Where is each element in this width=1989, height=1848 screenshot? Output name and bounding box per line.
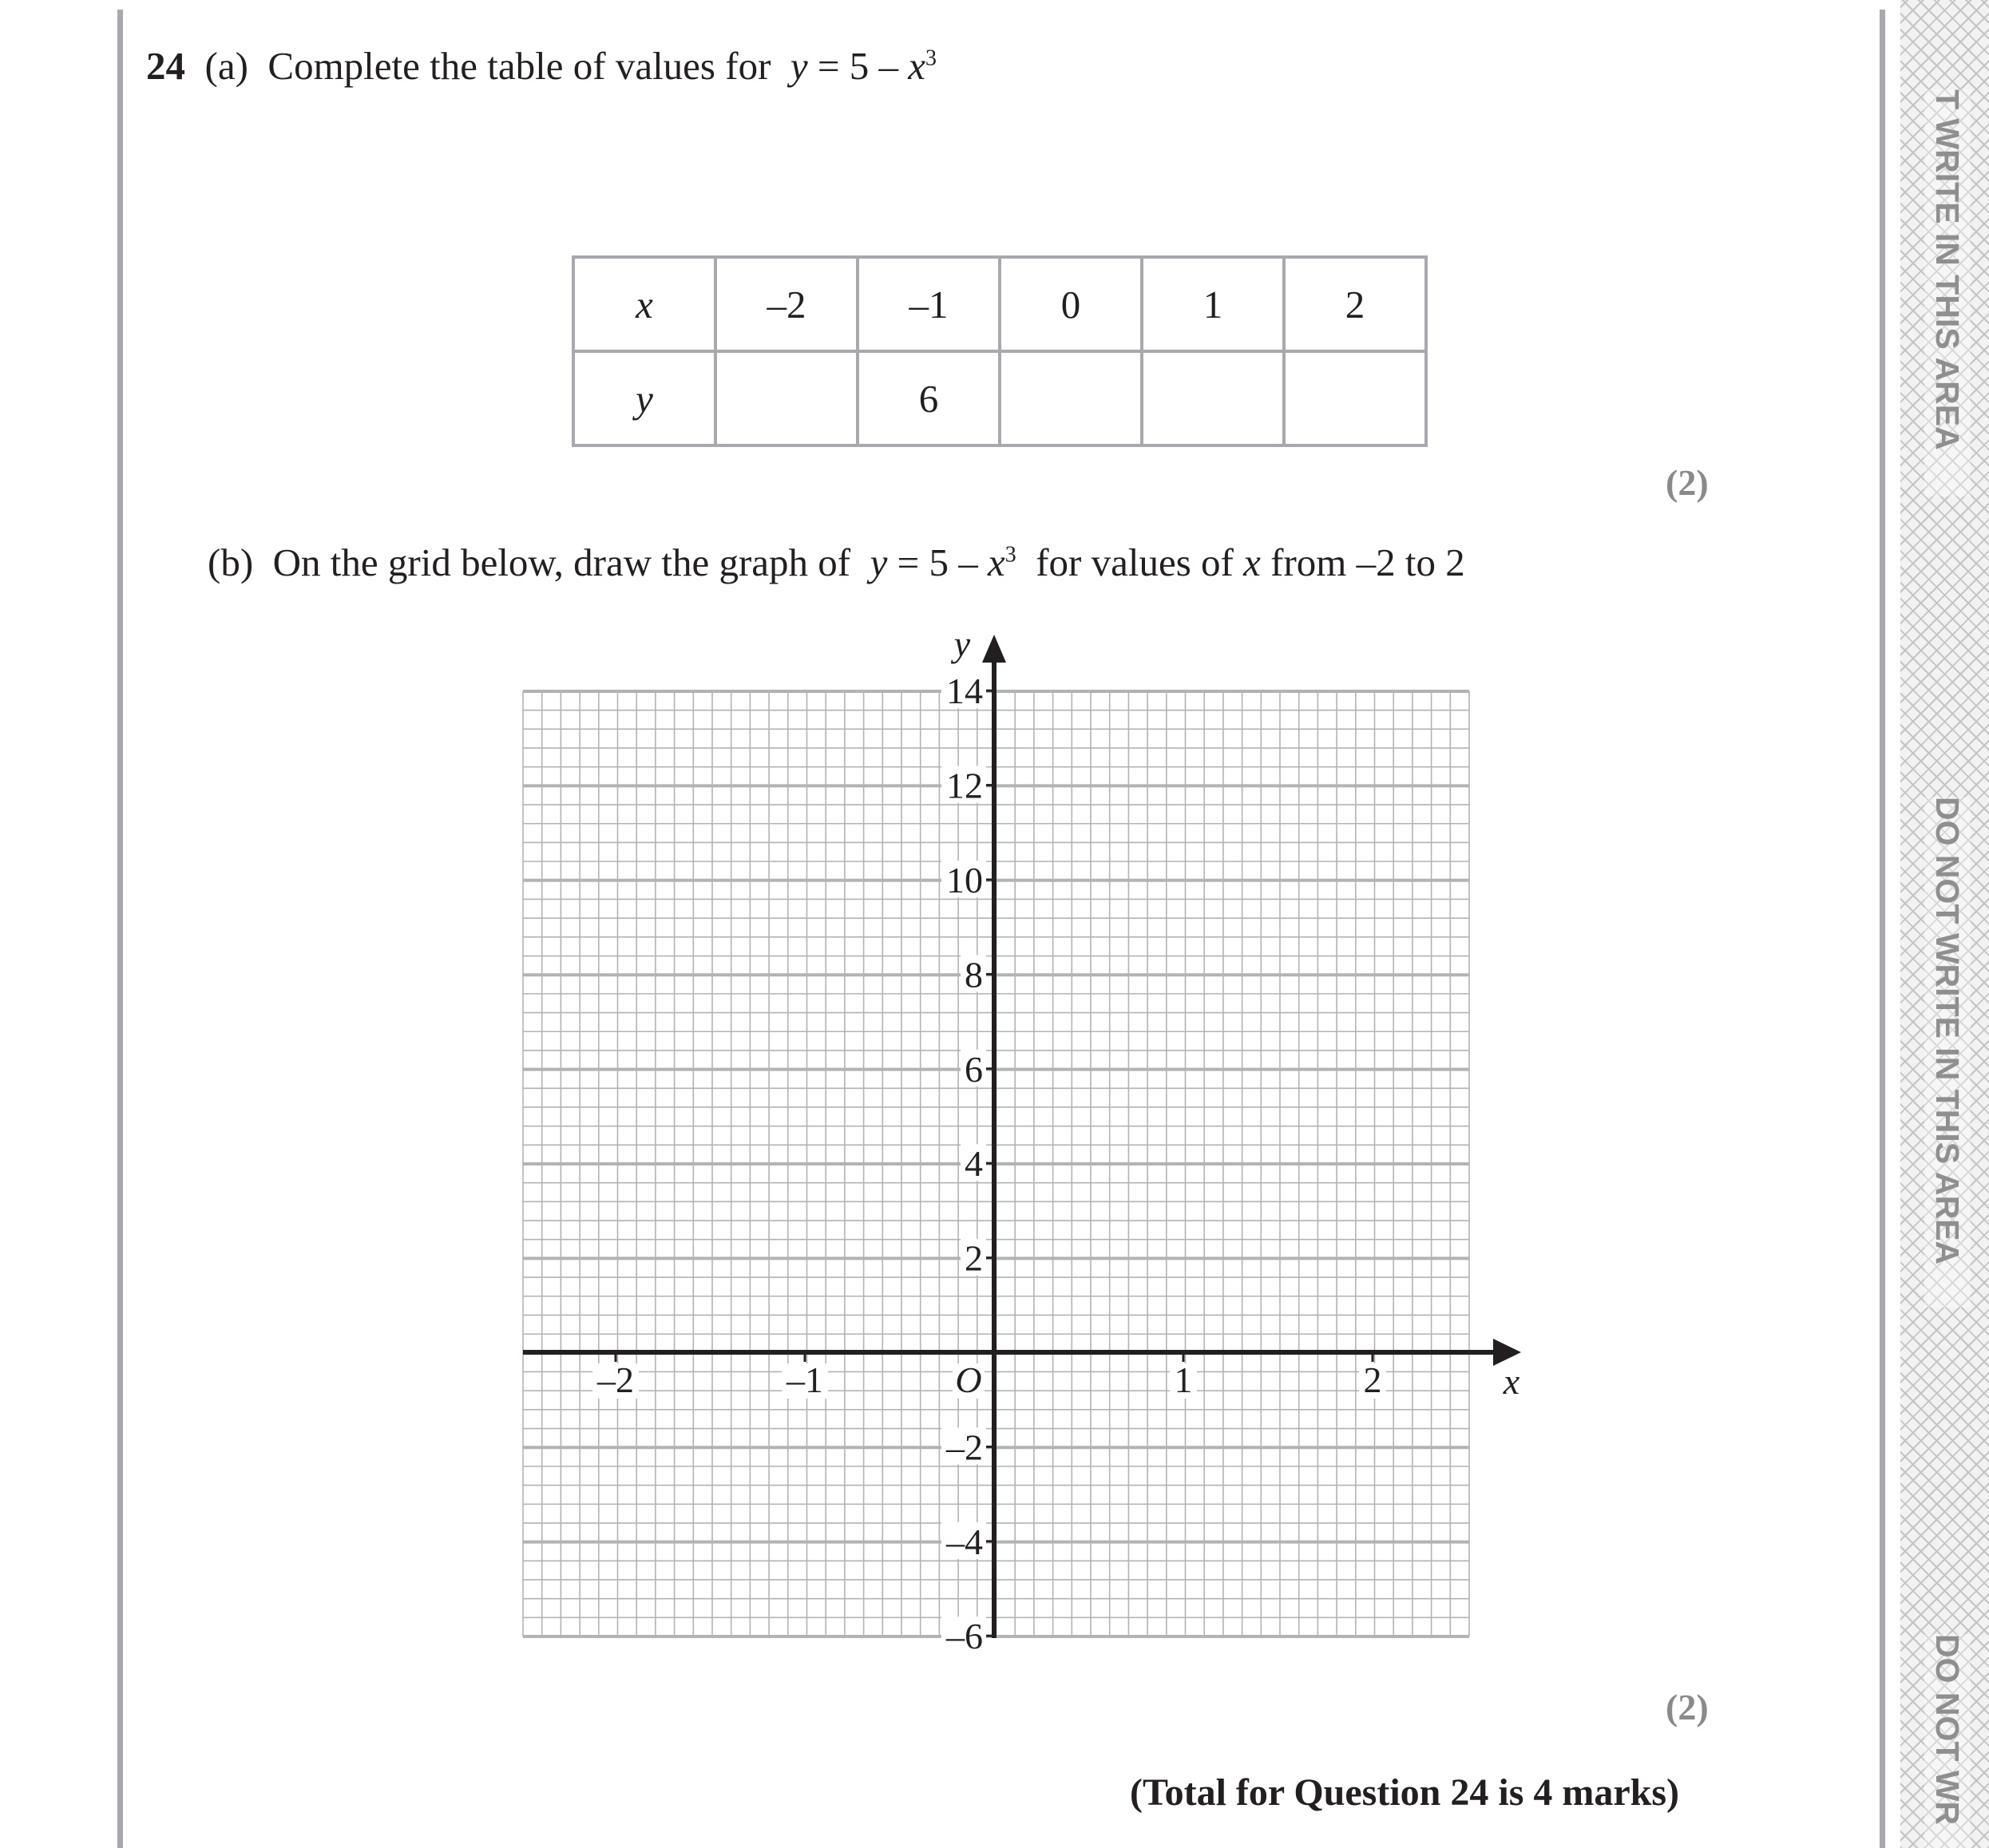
y-axis-arrow-icon bbox=[982, 635, 1006, 663]
table-cell-x: 0 bbox=[1000, 257, 1142, 351]
y-tick-label: –6 bbox=[946, 1616, 983, 1657]
table-header-y: y bbox=[573, 351, 715, 445]
margin-notice-top: T WRITE IN THIS AREA bbox=[1924, 89, 1971, 497]
table-header-x: x bbox=[573, 257, 715, 351]
table-cell-x: –2 bbox=[715, 257, 858, 351]
y-tick-label: 10 bbox=[946, 860, 983, 900]
x-axis-label: x bbox=[1503, 1361, 1520, 1402]
y-axis-label: y bbox=[953, 623, 971, 664]
part-b-equation: $y = 5 - x^3$ bbox=[870, 540, 1016, 584]
y-tick-label: 12 bbox=[946, 765, 983, 806]
y-tick-label: 14 bbox=[946, 671, 983, 712]
question-number: 24 bbox=[146, 44, 185, 88]
part-b-suffix-post: from –2 to 2 bbox=[1270, 540, 1465, 584]
y-tick-label: 8 bbox=[965, 954, 983, 995]
part-a-equation: $y = 5 - x^3$ bbox=[790, 44, 937, 88]
y-tick-label: –4 bbox=[946, 1521, 983, 1562]
part-b-suffix-pre: for values of bbox=[1036, 540, 1234, 584]
table-cell-x: –1 bbox=[858, 257, 1000, 351]
y-tick-label: 2 bbox=[965, 1237, 983, 1279]
y-tick-label: 4 bbox=[965, 1143, 983, 1185]
part-a-label: (a) bbox=[204, 44, 248, 88]
x-tick-label: –1 bbox=[786, 1359, 823, 1400]
x-tick-label: 1 bbox=[1174, 1359, 1193, 1400]
x-tick-label: –2 bbox=[597, 1359, 634, 1400]
part-b-suffix-var: x bbox=[1243, 540, 1261, 584]
margin-notice-middle: DO NOT WRITE IN THIS AREA bbox=[1924, 797, 1971, 1308]
part-b-prompt: On the grid below, draw the graph of bbox=[272, 540, 851, 584]
part-a-marks: (2) bbox=[1666, 462, 1709, 503]
part-a-exponent: 3 bbox=[925, 46, 937, 71]
x-tick-label: 2 bbox=[1363, 1359, 1382, 1400]
y-tick-label: –2 bbox=[946, 1427, 983, 1468]
table-cell-x: 1 bbox=[1142, 257, 1284, 351]
question-total: (Total for Question 24 is 4 marks) bbox=[1130, 1771, 1680, 1814]
table-cell-y: 6 bbox=[858, 351, 1000, 445]
part-a-prompt: Complete the table of values for bbox=[267, 44, 771, 88]
part-b-exponent: 3 bbox=[1004, 542, 1016, 568]
table-cell-x: 2 bbox=[1284, 257, 1426, 351]
part-b-label: (b) bbox=[208, 540, 254, 584]
origin-label: O bbox=[955, 1359, 982, 1400]
margin-notice-bottom: DO NOT WR bbox=[1924, 1634, 1971, 1848]
y-tick-label: 6 bbox=[965, 1048, 983, 1090]
part-b-marks: (2) bbox=[1666, 1687, 1709, 1727]
